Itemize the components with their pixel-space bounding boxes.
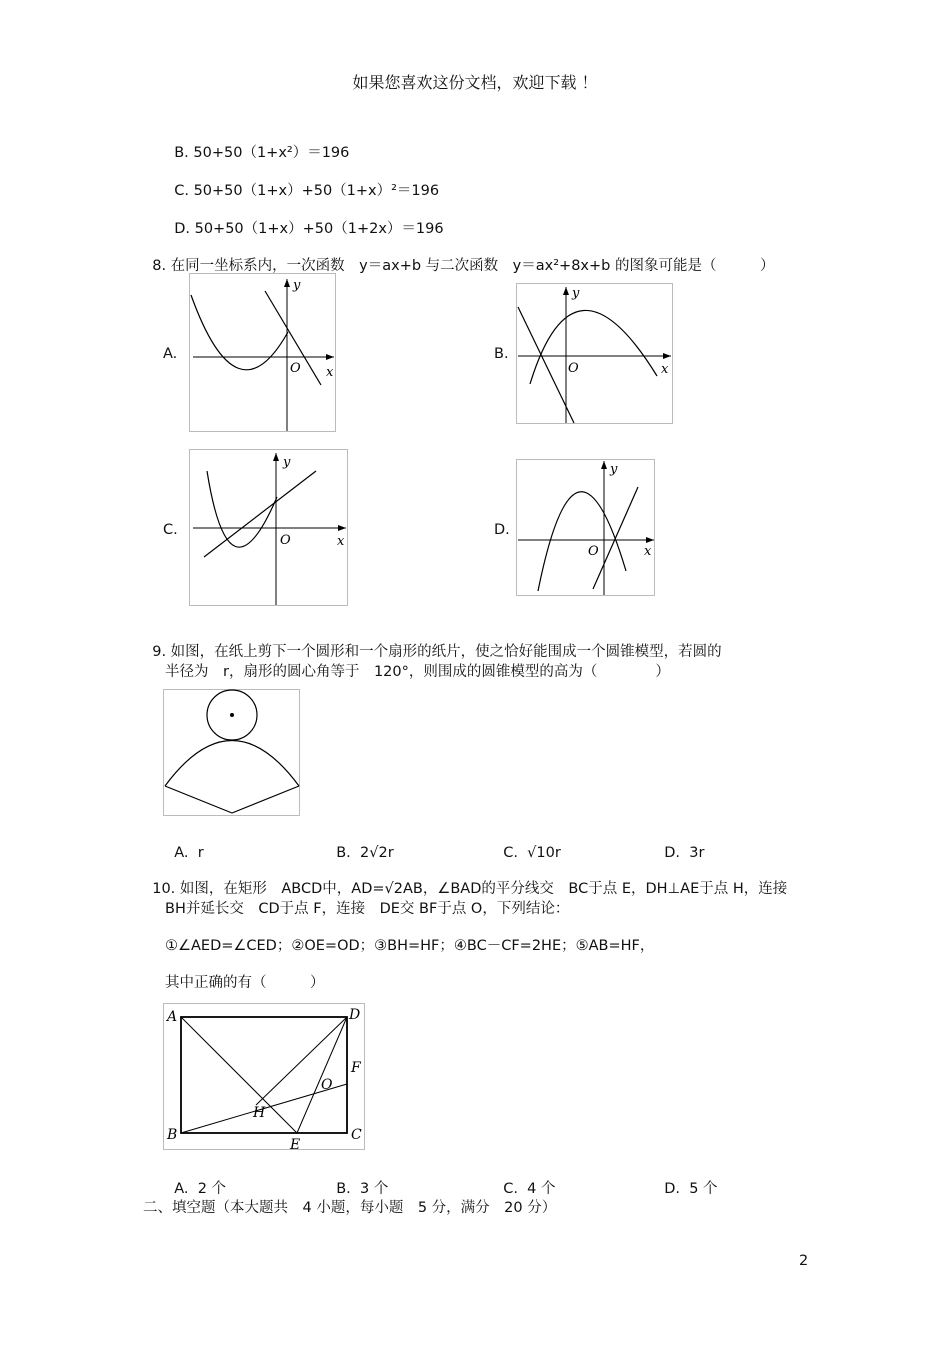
- q9-option-d: D. 3r: [664, 845, 705, 861]
- q8-label-b: B.: [494, 346, 509, 362]
- q10-conclusions: ①∠AED=∠CED；②OE=OD；③BH=HF；④BC－CF=2HE；⑤AB=HF，: [165, 938, 655, 954]
- q8-label-a: A.: [163, 346, 178, 362]
- q8c-y-label: y: [283, 455, 291, 470]
- label-d: D: [349, 1007, 361, 1023]
- section-heading-fill-in: 二、填空题（本大题共 4 小题，每小题 5 分，满分 20 分）: [143, 1200, 557, 1216]
- q8-label-d: D.: [494, 522, 510, 538]
- label-a: A: [167, 1009, 178, 1025]
- q8-graph-a: [189, 273, 337, 433]
- q8a-origin: O: [290, 361, 301, 376]
- q9-option-c: C. √10r: [503, 845, 561, 861]
- q10-option-c: C. 4 个: [503, 1181, 556, 1197]
- q8b-origin: O: [568, 361, 579, 376]
- q10-stem-line1: 10. 如图，在矩形 ABCD中，AD=√2AB，∠BAD的平分线交 BC于点 E，DH⊥AE于点 H，连接: [152, 881, 788, 897]
- q8-label-c: C.: [163, 522, 178, 538]
- q9-option-a: A. r: [174, 845, 204, 861]
- q8c-x-label: x: [337, 534, 345, 549]
- label-b: B: [167, 1127, 178, 1143]
- q8-stem: 8. 在同一坐标系内，一次函数 y＝ax+b 与二次函数 y＝ax²+8x+b 的图象可能是（ ）: [152, 258, 775, 274]
- page-number: 2: [799, 1253, 809, 1269]
- label-c: C: [351, 1127, 362, 1143]
- q8d-origin: O: [588, 544, 599, 559]
- q8-graph-c: [189, 449, 349, 607]
- page-header: 如果您喜欢这份文档，欢迎下载 ！: [352, 73, 598, 92]
- q7-option-b: B. 50+50（1+x²）＝196: [174, 145, 350, 161]
- label-f: F: [351, 1060, 361, 1076]
- q9-stem-line1: 9. 如图，在纸上剪下一个圆形和一个扇形的纸片，使之恰好能围成一个圆锥模型，若圆的: [152, 644, 722, 660]
- q8-graph-d: [516, 459, 656, 597]
- q8a-x-label: x: [326, 365, 334, 380]
- q8-graph-b: [516, 283, 674, 425]
- q8a-y-label: y: [293, 278, 301, 293]
- q10-option-b: B. 3 个: [336, 1181, 389, 1197]
- label-e: E: [290, 1137, 301, 1153]
- q9-cone-figure: [163, 689, 301, 817]
- q10-option-a: A. 2 个: [174, 1181, 227, 1197]
- q8d-y-label: y: [610, 462, 618, 477]
- label-o: O: [321, 1077, 333, 1093]
- q10-rectangle-figure: [163, 1003, 366, 1153]
- q10-question: 其中正确的有（ ）: [165, 975, 325, 991]
- q8b-y-label: y: [572, 286, 580, 301]
- q8b-x-label: x: [661, 362, 669, 377]
- q7-option-d: D. 50+50（1+x）+50（1+2x）＝196: [174, 221, 444, 237]
- q8c-origin: O: [280, 533, 291, 548]
- q7-option-c: C. 50+50（1+x）+50（1+x）²＝196: [174, 183, 440, 199]
- q9-option-b: B. 2√2r: [336, 845, 394, 861]
- label-h: H: [253, 1105, 266, 1121]
- q8d-x-label: x: [644, 544, 652, 559]
- q10-option-d: D. 5 个: [664, 1181, 718, 1197]
- q10-stem-line2: BH并延长交 CD于点 F，连接 DE交 BF于点 O，下列结论：: [165, 901, 570, 917]
- q9-stem-line2: 半径为 r，扇形的圆心角等于 120°，则围成的圆锥模型的高为（ ）: [165, 664, 670, 680]
